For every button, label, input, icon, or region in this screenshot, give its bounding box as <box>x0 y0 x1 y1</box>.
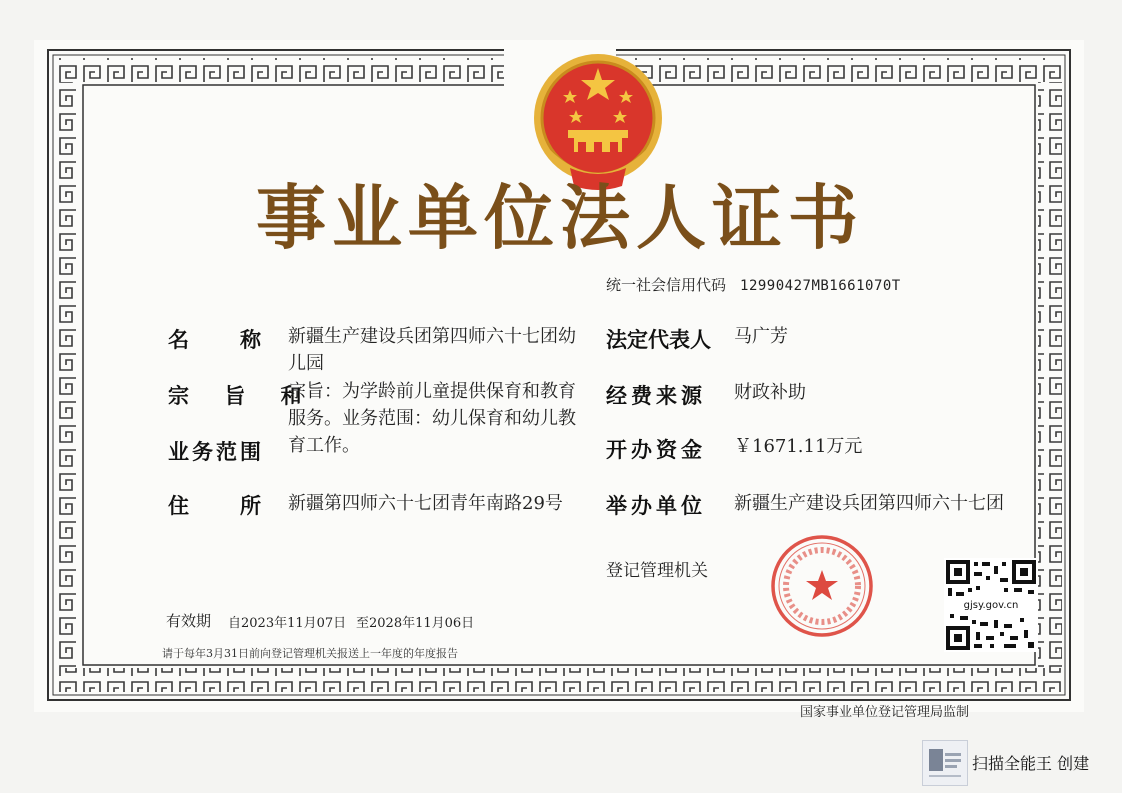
credit-code-value: 12990427MB1661070T <box>740 278 901 294</box>
funding-source-value: 财政补助 <box>734 382 806 403</box>
official-seal <box>770 534 874 638</box>
name-value: 新疆生产建设兵团第四师六十七团幼儿园 <box>288 326 576 374</box>
registration-authority-label: 登记管理机关 <box>606 561 708 581</box>
sponsor-label: 举办单位 <box>606 494 706 518</box>
name-label: 名 称 <box>168 328 264 352</box>
scanner-logo-icon <box>923 741 967 785</box>
credit-code-line <box>606 274 901 295</box>
address-label: 住 所 <box>168 494 264 518</box>
certificate-title: 事业单位法人证书 <box>256 177 864 259</box>
supervision-note: 国家事业单位登记管理局监制 <box>800 705 970 720</box>
purpose-value: 宗旨：为学龄前儿童提供保育和教育服务。业务范围：幼儿保育和幼儿教育工作。 <box>288 381 576 456</box>
scanner-app-logo <box>922 740 968 786</box>
scanner-app-label: 扫描全能王 创建 <box>972 754 1090 773</box>
purpose-label-line2: 业务范围 <box>168 440 264 464</box>
legal-rep-label: 法定代表人 <box>606 328 711 352</box>
annual-report-note: 请于每年3月31日前向登记管理机关报送上一年度的年度报告 <box>162 647 458 660</box>
funding-source-label: 经费来源 <box>606 384 706 408</box>
validity-label: 有效期 <box>166 612 212 630</box>
validity-from: 自2023年11月07日 <box>228 616 347 631</box>
address-value: 新疆第四师六十七团青年南路29号 <box>288 493 563 514</box>
credit-code-label: 统一社会信用代码 <box>606 276 727 294</box>
legal-rep-value: 马广芳 <box>734 326 788 347</box>
purpose-label-line1: 宗 旨 和 <box>168 384 316 408</box>
qr-url-label: gjsy.gov.cn <box>948 599 1034 613</box>
validity-to: 至2028年11月06日 <box>356 616 475 631</box>
sponsor-value: 新疆生产建设兵团第四师六十七团 <box>734 493 1004 514</box>
capital-value: ￥1671.11万元 <box>734 436 863 457</box>
capital-label: 开办资金 <box>606 438 706 462</box>
